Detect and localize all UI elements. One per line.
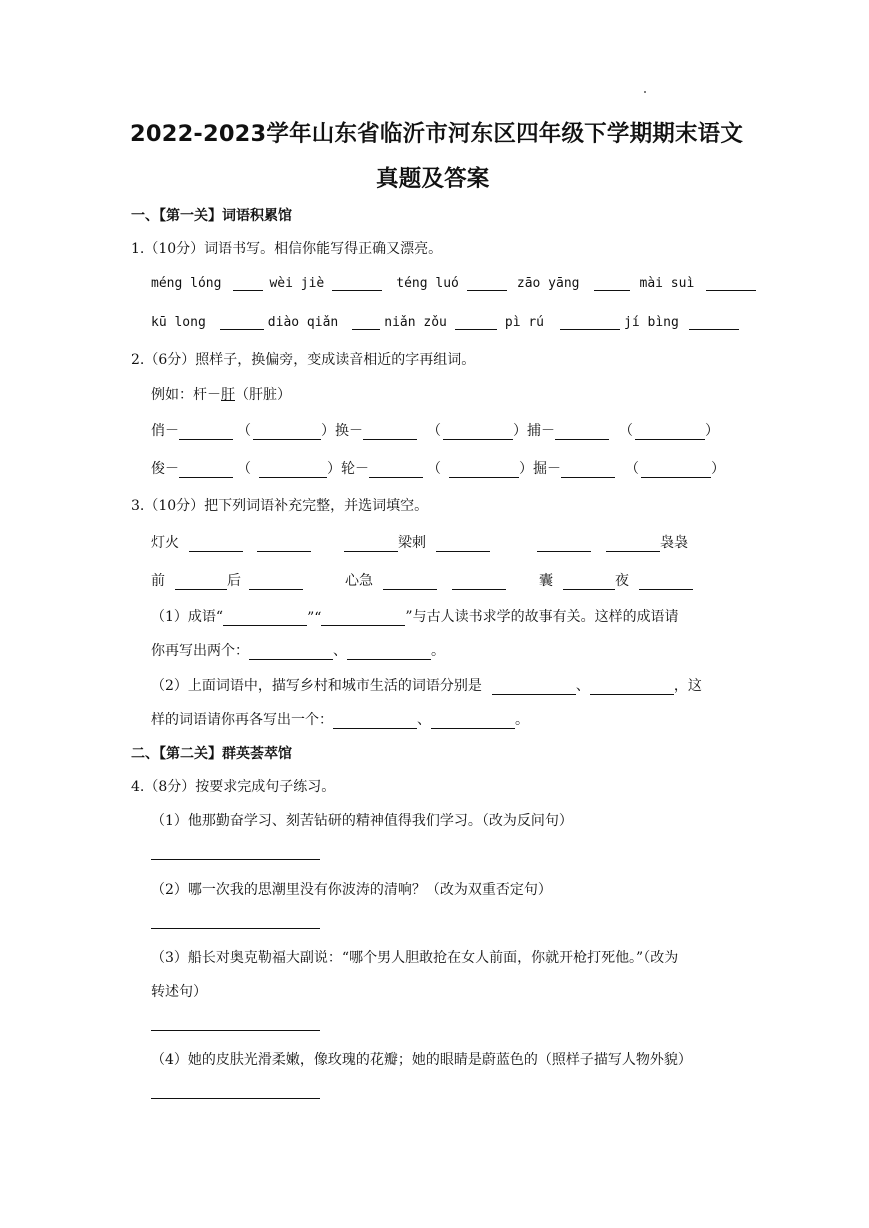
answer-blank[interactable]: [467, 274, 507, 291]
answer-blank[interactable]: [383, 573, 437, 590]
q3-sub2-line2: [151, 709, 529, 729]
answer-blank[interactable]: [436, 535, 490, 552]
answer-blank[interactable]: [431, 712, 515, 729]
text: ，这: [673, 678, 702, 694]
paren-close: ）: [711, 461, 725, 477]
pinyin: jí bìng: [624, 315, 679, 330]
char-label: 捕－: [527, 423, 555, 439]
answer-blank[interactable]: [563, 573, 615, 590]
char-label: 换－: [335, 423, 363, 439]
char-label: 俏－: [151, 423, 179, 439]
pinyin: zāo yāng: [516, 276, 580, 291]
section-heading-1: 一、【第一关】词语积累馆: [131, 208, 292, 224]
answer-blank[interactable]: [449, 461, 519, 478]
paren-open: （: [237, 423, 251, 439]
paren-close: ）: [519, 461, 533, 477]
answer-blank[interactable]: [179, 423, 233, 440]
section-heading-2: 二、【第二关】群英荟萃馆: [131, 746, 292, 762]
paren-open: （: [619, 423, 633, 439]
q4-sub3-line2: 转述句）: [151, 984, 207, 1000]
answer-blank[interactable]: [175, 573, 227, 590]
paren-close: ）: [327, 461, 341, 477]
q3-sub1-line1: [151, 606, 679, 626]
text: ”与古人读书求学的故事有关。这样的成语请: [405, 609, 679, 625]
idiom-part: 心急: [345, 573, 373, 589]
answer-blank[interactable]: [344, 535, 398, 552]
text: 你再写出两个：: [151, 643, 249, 659]
text: 、: [575, 678, 590, 694]
example-word: （肝脏）: [235, 387, 291, 403]
answer-blank[interactable]: [590, 678, 674, 695]
answer-blank[interactable]: [455, 313, 497, 330]
example-prefix: 例如：杆－: [151, 387, 221, 403]
pinyin-row-1: [151, 274, 756, 291]
answer-blank[interactable]: [635, 423, 705, 440]
q3-sub2-line1: [151, 675, 702, 695]
idiom-part: 灯火: [151, 535, 179, 551]
answer-blank[interactable]: [253, 423, 321, 440]
answer-blank[interactable]: [594, 274, 630, 291]
paren-open: （: [237, 461, 251, 477]
answer-blank[interactable]: [492, 678, 576, 695]
question-2-stem: 2.（6分）照样子，换偏旁，变成读音相近的字再组词。: [131, 352, 476, 368]
answer-blank[interactable]: [332, 274, 382, 291]
answer-line[interactable]: [151, 1030, 320, 1031]
answer-blank[interactable]: [369, 461, 423, 478]
answer-blank[interactable]: [443, 423, 513, 440]
char-label: 掘－: [533, 461, 561, 477]
stray-dot: [644, 91, 646, 93]
answer-blank[interactable]: [257, 535, 311, 552]
answer-line[interactable]: [151, 928, 320, 929]
idiom-part: 囊: [539, 573, 553, 589]
pinyin: méng lóng: [151, 276, 222, 291]
answer-blank[interactable]: [560, 313, 620, 330]
answer-line[interactable]: [151, 859, 320, 860]
pinyin: diào qiǎn: [267, 315, 339, 330]
idiom-row-1: [151, 532, 688, 552]
char-label: 轮－: [341, 461, 369, 477]
answer-blank[interactable]: [606, 535, 660, 552]
paren-open: （: [625, 461, 639, 477]
answer-blank[interactable]: [537, 535, 591, 552]
text: ”“: [307, 610, 322, 626]
q3-sub1-line2: [151, 640, 445, 660]
idiom-row-2: [151, 570, 693, 590]
idiom-part: 夜: [615, 573, 629, 589]
answer-blank[interactable]: [641, 461, 711, 478]
idiom-part: 袅袅: [660, 535, 688, 551]
text: 、: [417, 712, 431, 728]
paren-close: ）: [513, 423, 527, 439]
example-char: 肝: [221, 387, 235, 403]
pinyin-row-2: [151, 313, 739, 330]
page-title-line2: 真题及答案: [376, 166, 490, 192]
answer-blank[interactable]: [347, 643, 431, 660]
answer-blank[interactable]: [249, 643, 333, 660]
answer-blank[interactable]: [706, 274, 756, 291]
idiom-part: 梁刺: [398, 535, 426, 551]
answer-blank[interactable]: [452, 573, 506, 590]
text: （2）上面词语中，描写乡村和城市生活的词语分别是: [151, 678, 482, 694]
answer-blank[interactable]: [259, 461, 327, 478]
answer-blank[interactable]: [321, 609, 405, 626]
answer-blank[interactable]: [233, 274, 263, 291]
question-4-stem: 4.（8分）按要求完成句子练习。: [131, 779, 336, 795]
answer-blank[interactable]: [555, 423, 609, 440]
text: （1）成语“: [151, 609, 224, 625]
question-1-stem: 1.（10分）词语书写。相信你能写得正确又漂亮。: [131, 241, 443, 257]
paren-open: （: [427, 461, 441, 477]
pinyin: niǎn zǒu: [384, 315, 447, 330]
q4-sub2: （2）哪一次我的思潮里没有你波涛的清响？（改为双重否定句）: [151, 882, 552, 898]
answer-blank[interactable]: [179, 461, 233, 478]
answer-blank[interactable]: [689, 313, 739, 330]
answer-blank[interactable]: [352, 313, 380, 330]
answer-blank[interactable]: [220, 313, 264, 330]
pinyin: kū long: [151, 315, 206, 330]
pinyin: téng luó: [396, 276, 459, 291]
answer-blank[interactable]: [363, 423, 417, 440]
answer-blank[interactable]: [639, 573, 693, 590]
example-line: [151, 384, 291, 404]
pinyin: pì rú: [504, 315, 545, 330]
answer-blank[interactable]: [189, 535, 243, 552]
pinyin: wèi jiè: [269, 276, 325, 291]
page-title: 2022-2023学年山东省临沂市河东区四年级下学期期末语文: [130, 121, 744, 147]
pinyin: mài suì: [639, 276, 695, 291]
paren-open: （: [427, 423, 441, 439]
text: 样的词语请你再各写出一个：: [151, 712, 333, 728]
text: 、: [333, 643, 347, 659]
q4-sub4: （4）她的皮肤光滑柔嫩，像玫瑰的花瓣；她的眼睛是蔚蓝色的（照样子描写人物外貌）: [151, 1052, 692, 1068]
paren-close: ）: [705, 423, 719, 439]
idiom-part: 前: [151, 573, 165, 589]
char-label: 俊－: [151, 461, 179, 477]
q4-sub3-line1: （3）船长对奥克勒福大副说：“哪个男人胆敢抢在女人前面，你就开枪打死他。”（改为: [151, 950, 679, 966]
radical-row-2: [151, 458, 725, 478]
paren-close: ）: [321, 423, 335, 439]
answer-blank[interactable]: [249, 573, 303, 590]
idiom-part: 后: [227, 573, 241, 589]
radical-row-1: [151, 420, 719, 440]
answer-blank[interactable]: [223, 609, 307, 626]
question-3-stem: 3.（10分）把下列词语补充完整，并选词填空。: [131, 498, 429, 514]
answer-line[interactable]: [151, 1098, 320, 1099]
answer-blank[interactable]: [333, 712, 417, 729]
q4-sub1: （1）他那勤奋学习、刻苦钻研的精神值得我们学习。（改为反问句）: [151, 813, 573, 829]
text: 。: [515, 712, 529, 728]
answer-blank[interactable]: [561, 461, 615, 478]
text: 。: [431, 643, 445, 659]
